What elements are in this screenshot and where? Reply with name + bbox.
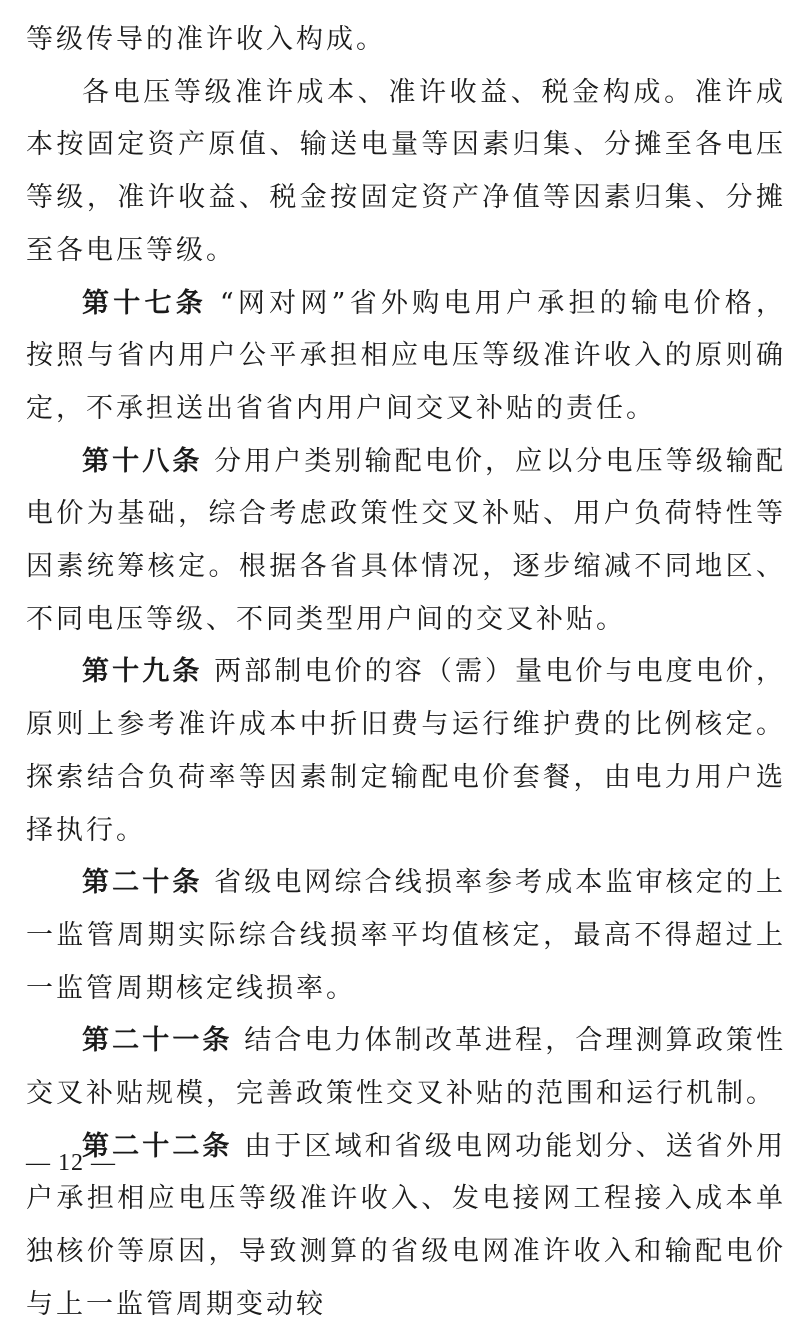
paragraph-text: 等级传导的准许收入构成。 — [26, 24, 386, 55]
article-number: 第十九条 — [82, 656, 203, 688]
article-text: 分用户类别输配电价，应以分电压等级输配电价为基础，综合考虑政策性交叉补贴、用户负荷特性等因素统筹核定。根据各省具体情况，逐步缩减不同地区、不同电压等级、不同类型用户间的交叉补贴。 — [26, 445, 786, 635]
article-number: 第二十一条 — [82, 1025, 233, 1057]
article-text: 省级电网综合线损率参考成本监审核定的上一监管周期实际综合线损率平均值核定，最高不得超过上一监管周期核定线损率。 — [26, 867, 786, 1004]
article-number: 第十七条 — [82, 287, 208, 319]
article-number: 第二十条 — [82, 867, 203, 899]
document-body — [26, 14, 786, 1332]
article-20 — [26, 857, 786, 1015]
article-19 — [26, 646, 786, 857]
article-text: 由于区域和省级电网功能划分、送省外用户承担相应电压等级准许收入、发电接网工程接入成本单独核价等原因，导致测算的省级电网准许收入和输配电价与上一监管周期变动较 — [26, 1130, 786, 1320]
article-18 — [26, 436, 786, 647]
article-17 — [26, 278, 786, 436]
article-number: 第二十二条 — [82, 1130, 233, 1162]
paragraph-continuation — [26, 14, 786, 67]
article-text: 两部制电价的容（需）量电价与电度电价，原则上参考准许成本中折旧费与运行维护费的比例核定。探索结合负荷率等因素制定输配电价套餐，由电力用户选择执行。 — [26, 656, 786, 846]
article-text: 结合电力体制改革进程，合理测算政策性交叉补贴规模，完善政策性交叉补贴的范围和运行机制。 — [26, 1025, 786, 1110]
article-text: “网对网”省外购电用户承担的输电价格，按照与省内用户公平承担相应电压等级准许收入的原则确定，不承担送出省省内用户间交叉补贴的责任。 — [26, 287, 787, 424]
article-22 — [26, 1121, 786, 1332]
article-number: 第十八条 — [82, 445, 203, 477]
page-number: — 12 — — [26, 1150, 116, 1176]
paragraph-cost-composition — [26, 67, 786, 278]
paragraph-text: 各电压等级准许成本、准许收益、税金构成。准许成本按固定资产原值、输送电量等因素归集、分摊至各电压等级，准许收益、税金按固定资产净值等因素归集、分摊至各电压等级。 — [26, 76, 786, 266]
article-21 — [26, 1015, 786, 1120]
